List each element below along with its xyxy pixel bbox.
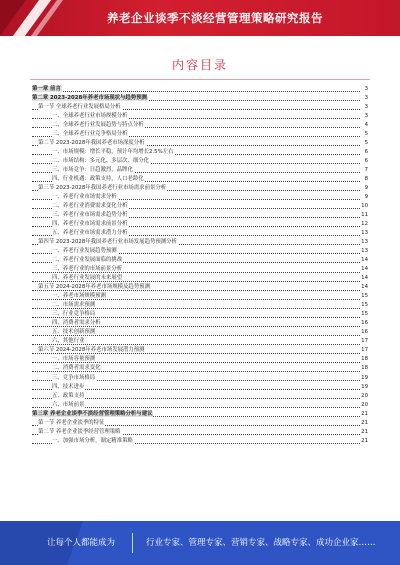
toc-entry[interactable]: [32, 419, 368, 428]
toc-entry-page: 16: [360, 328, 368, 337]
toc-entry-page: 20: [360, 401, 368, 410]
toc-entry[interactable]: [32, 337, 368, 346]
toc-entry-label: 一、养老行业发展趋势预测: [52, 248, 117, 255]
toc-entry-page: 11: [360, 211, 368, 220]
toc-entry[interactable]: [32, 310, 368, 319]
toc-entry[interactable]: [32, 202, 368, 211]
toc-entry[interactable]: [32, 274, 368, 283]
toc-entry-label: 一、全球养老行业市场规模分析: [52, 113, 128, 120]
toc-entry[interactable]: [32, 392, 368, 401]
toc-entry-label: 二、全球养老行业发展趋势与特点分析: [52, 122, 144, 129]
toc-entry-page: 16: [360, 319, 368, 328]
toc-entry[interactable]: [32, 157, 368, 166]
toc-entry-label: 二、养老行业发展面临的挑战: [52, 257, 123, 264]
footer-divider: [132, 533, 133, 553]
toc-entry[interactable]: [32, 112, 368, 121]
toc-entry-label: 第一章 前言: [32, 86, 61, 92]
toc-entry[interactable]: [32, 139, 368, 148]
toc-entry-page: 3: [364, 85, 368, 94]
toc-entry-label: 四、养老行业市场需求前景分析: [52, 221, 128, 228]
toc-entry[interactable]: [32, 211, 368, 220]
toc-entry[interactable]: [32, 283, 368, 292]
toc-entry-page: 17: [360, 337, 368, 346]
toc-entry[interactable]: [32, 94, 368, 103]
toc-entry-page: 15: [360, 301, 368, 310]
toc-entry-page: 3: [364, 112, 368, 121]
toc-entry-label: 一、养老市场规模预测: [52, 293, 106, 300]
toc-entry-label: 二、市场需求预测: [52, 302, 96, 309]
toc-entry-label: 第三节 2023-2028年我国养老行业市场需求前景分析: [38, 185, 167, 192]
toc-entry-label: 三、养老行业市场需求趋势分析: [52, 212, 128, 219]
toc-entry-label: 二、消费者需求变化: [52, 365, 101, 372]
toc-entry[interactable]: [32, 166, 368, 175]
toc-entry-page: 21: [360, 410, 368, 419]
toc-entry-page: 5: [364, 130, 368, 139]
toc-entry-page: 3: [364, 94, 368, 103]
toc-entry-page: 12: [360, 220, 368, 229]
toc-entry[interactable]: [32, 229, 368, 238]
toc-entry-page: 19: [360, 374, 368, 383]
toc-entry-label: 三、养老行业的市场前景分析: [52, 266, 123, 273]
toc-entry-page: 7: [364, 166, 368, 175]
toc-entry[interactable]: [32, 238, 368, 247]
toc-entry-label: 第五节 2024-2028年养老市场规模及趋势预测: [38, 284, 150, 291]
toc-entry-label: 二、养老行业消费需求变化分析: [52, 203, 128, 210]
toc-entry-label: 第二节 养老企业淡季经营管理策略: [38, 428, 121, 435]
toc-entry[interactable]: [32, 410, 368, 419]
toc-entry[interactable]: [32, 301, 368, 310]
toc-entry-label: 四、消费者需求分析: [52, 320, 101, 327]
toc-entry[interactable]: [32, 374, 368, 383]
toc-leader-dots: [32, 91, 360, 92]
toc-entry-page: 18: [360, 355, 368, 364]
toc-entry-page: 4: [364, 121, 368, 130]
toc-entry-label: 四、技术进步: [52, 383, 85, 390]
toc-entry-label: 第一节 全球养老行业发展格局分析: [38, 104, 121, 111]
toc-entry[interactable]: [32, 130, 368, 139]
toc-entry-page: 14: [360, 256, 368, 265]
toc-entry-label: 四、行业机遇：政策支持，人口老龄化: [52, 176, 144, 183]
toc-entry-label: 一、市场规模：增长平稳，预计年均增长2.5%左右: [52, 149, 174, 156]
toc-entry-label: 第三章 养老企业谈季不淡经营管理策略分析与建议: [32, 410, 153, 417]
toc-entry[interactable]: [32, 193, 368, 202]
toc-entry-page: 10: [360, 202, 368, 211]
toc-entry-label: 三、全球养老行业竞争格局分析: [52, 131, 128, 138]
footer-roles: 行业专家、管理专家、营销专家、战略专家、成功企业家……: [146, 538, 376, 548]
toc-entry-page: 14: [360, 274, 368, 283]
toc-entry-label: 四、养老行业发展的未来展望: [52, 275, 123, 282]
toc-entry[interactable]: [32, 383, 368, 392]
toc-entry-page: 19: [360, 383, 368, 392]
toc-entry[interactable]: [32, 319, 368, 328]
toc-heading: 内容目录: [171, 58, 228, 72]
toc-entry-label: 一、养老行业市场需求分析: [52, 194, 117, 201]
toc-entry-page: 14: [360, 265, 368, 274]
toc-entry[interactable]: [32, 401, 368, 410]
toc-entry-label: 三、竞争市场格局: [52, 374, 96, 381]
toc-entry-page: 13: [360, 229, 368, 238]
toc-entry[interactable]: [32, 220, 368, 229]
toc-entry-page: 8: [364, 175, 368, 184]
toc-entry[interactable]: [32, 355, 368, 364]
toc-entry-label: 第二章 2023-2028年养老市场现状与趋势预测: [32, 95, 147, 102]
toc-entry-page: 18: [360, 364, 368, 373]
toc-entry-page: 5: [364, 139, 368, 148]
toc-entry-page: 6: [364, 148, 368, 157]
toc-entry[interactable]: [32, 247, 368, 256]
toc-entry-label: 五、技术创新预测: [52, 329, 96, 336]
toc-entry-label: 第一节 养老企业淡季的特征: [38, 419, 105, 426]
toc-entry[interactable]: [32, 175, 368, 184]
footer-motto: 让每个人都能成为: [47, 538, 116, 548]
toc-entry[interactable]: [32, 103, 368, 112]
toc-entry-page: 21: [360, 428, 368, 437]
toc-entry[interactable]: [32, 148, 368, 157]
toc-entry-label: 第二节 2023-2028年我国养老市场深度分析: [38, 140, 145, 147]
toc-entry-label: 第六节 2024-2028年养老市场发展潜力预测: [38, 347, 145, 354]
toc-entry[interactable]: [32, 328, 368, 337]
toc-entry-page: 21: [360, 437, 368, 446]
toc-entry[interactable]: [32, 265, 368, 274]
toc-entry[interactable]: [32, 346, 368, 355]
toc-entry-page: 15: [360, 310, 368, 319]
toc-entry-label: 二、市场结构：多元化、多层次、细分化: [52, 158, 150, 165]
toc-entry-page: 9: [364, 193, 368, 202]
toc-entry[interactable]: [32, 364, 368, 373]
toc-entry-label: 一、市场容量预测: [52, 356, 96, 363]
toc-entry-label: 一、加强市场分析，制定精准策略: [52, 437, 133, 444]
toc-entry-page: 9: [364, 184, 368, 193]
toc-entry[interactable]: [32, 256, 368, 265]
toc-entry-label: 三、行业竞争格局: [52, 311, 96, 318]
report-title: 养老企业谈季不淡经营管理策略研究报告: [107, 11, 323, 25]
toc-entry-page: 13: [360, 238, 368, 247]
toc-entry[interactable]: [32, 437, 368, 446]
header-banner: [0, 0, 400, 36]
toc-entry-page: 13: [360, 247, 368, 256]
toc-entry-page: 14: [360, 283, 368, 292]
toc-entry-label: 六、市场前景: [52, 401, 85, 408]
toc-entry-page: 17: [360, 346, 368, 355]
toc-entry-label: 三、市场竞争：日趋激烈，品牌化: [52, 167, 133, 174]
toc-entry[interactable]: [32, 292, 368, 301]
toc-entry-page: 15: [360, 292, 368, 301]
toc-entry-label: 五、养老行业市场需求潜力分析: [52, 230, 128, 237]
toc-entry[interactable]: [32, 85, 368, 94]
toc-entry[interactable]: [32, 428, 368, 437]
toc-entry[interactable]: [32, 184, 368, 193]
table-of-contents: [32, 85, 368, 446]
toc-entry-page: 3: [364, 103, 368, 112]
toc-heading-divider: [30, 79, 370, 80]
toc-entry-page: 6: [364, 157, 368, 166]
toc-entry[interactable]: [32, 121, 368, 130]
toc-entry-label: 六、其他行业: [52, 338, 85, 345]
toc-entry-label: 第四节 2023-2028年我国养老行业市场发展趋势预测分析: [38, 239, 177, 246]
footer-banner: [0, 521, 400, 565]
toc-entry-label: 五、政策支持: [52, 392, 85, 399]
toc-entry-page: 21: [360, 419, 368, 428]
toc-entry-page: 20: [360, 392, 368, 401]
